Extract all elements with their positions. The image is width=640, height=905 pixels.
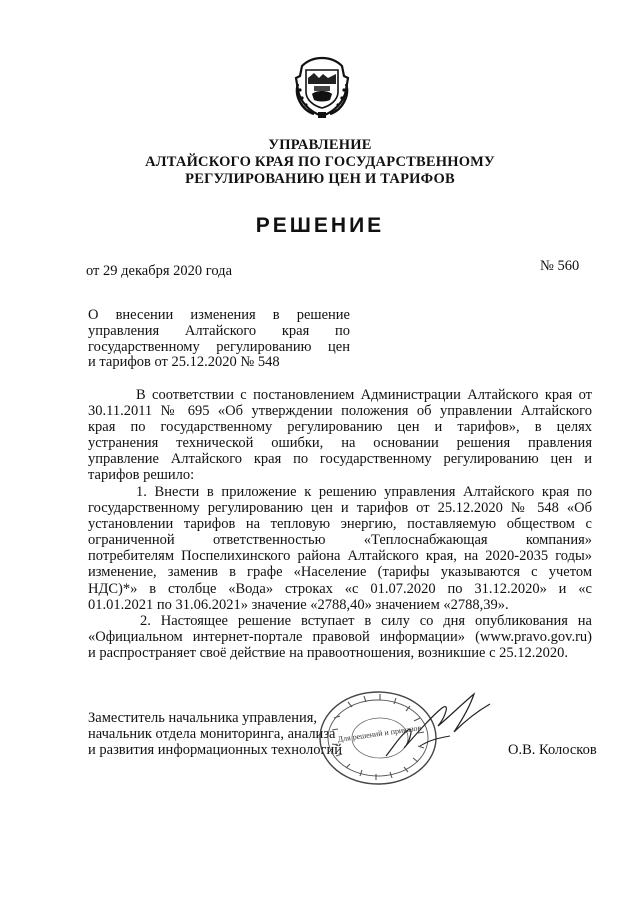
paragraph-line: потребителям Поспелихинского района Алтайского края, на 2020-2035 годы» [88,548,592,565]
paragraph-line: В соответствии с постановлением Администрации Алтайского края от [136,387,592,403]
stamp-text: Для решений и приказов [337,723,422,744]
document-number: № 560 [540,258,580,274]
paragraph-line: изменение, заменив в графе «Население (тарифы указываются с учетом [88,564,592,581]
paragraph-line: «Официальном интернет-портале правовой информации» (www.pravo.gov.ru) [88,629,592,646]
subject-line-2: управления Алтайского края по [88,323,350,339]
paragraph-line: установлении тарифов на тепловую энергию, поставляемую обществом с [88,516,592,533]
document-type-title: РЕШЕНИЕ [255,214,385,237]
paragraph-line: 30.11.2011 № 695 «Об утверждении положения об управлении Алтайского [88,403,592,420]
paragraph-line: государственному регулированию цен и тарифов от 25.12.2020 № 548 «Об [88,500,592,517]
paragraph-line: края по государственному регулированию цен и тарифов», в целях [88,419,592,436]
document-date: от 29 декабря 2020 года [86,263,232,279]
signatory-name: О.В. Колосков [508,742,597,758]
signatory-position-line-2: начальник отдела мониторинга, анализа [88,726,336,742]
paragraph-line: 1. Внести в приложение к решению управления Алтайского края по [136,484,592,500]
coat-of-arms-icon [292,56,352,120]
paragraph-line: НДС)*» в столбце «Вода» строках «с 01.07.2020 по 31.12.2020» и «с [88,580,592,597]
org-name-line-2: АЛТАЙСКОГО КРАЯ ПО ГОСУДАРСТВЕННОМУ [145,154,495,170]
paragraph-item-2 [88,613,592,661]
paragraph-line: устранения технической ошибки, на основании решения правления [88,435,592,452]
paragraph-line: и распространяет своё действие на правоотношения, возникшие с 25.12.2020. [88,645,569,662]
paragraph-line: 01.01.2021 по 31.06.2021» значение «2788,40» значением «2788,39». [88,596,509,613]
subject-line-3: государственному регулированию цен [88,339,350,355]
paragraph-basis [88,387,592,484]
subject-line-1: О внесении изменения в решение [88,307,350,323]
paragraph-line: управление Алтайского края по государственному регулированию цен и [88,451,592,468]
paragraph-line: 2. Настоящее решение вступает в силу со дня опубликования на [140,613,592,629]
signatory-position-line-1: Заместитель начальника управления, [88,710,318,726]
paragraph-item-1 [88,484,592,613]
handwritten-signature-icon [380,686,500,776]
paragraph-line: ограниченной ответственностью «Теплоснабжающая компания» [88,532,592,549]
subject-line-4: и тарифов от 25.12.2020 № 548 [88,354,280,370]
paragraph-line: тарифов решило: [88,467,195,484]
signatory-position-line-3: и развития информационных технологий [88,742,343,758]
org-name-line-1: УПРАВЛЕНИЕ [268,137,372,153]
org-name-line-3: РЕГУЛИРОВАНИЮ ЦЕН И ТАРИФОВ [185,171,455,187]
